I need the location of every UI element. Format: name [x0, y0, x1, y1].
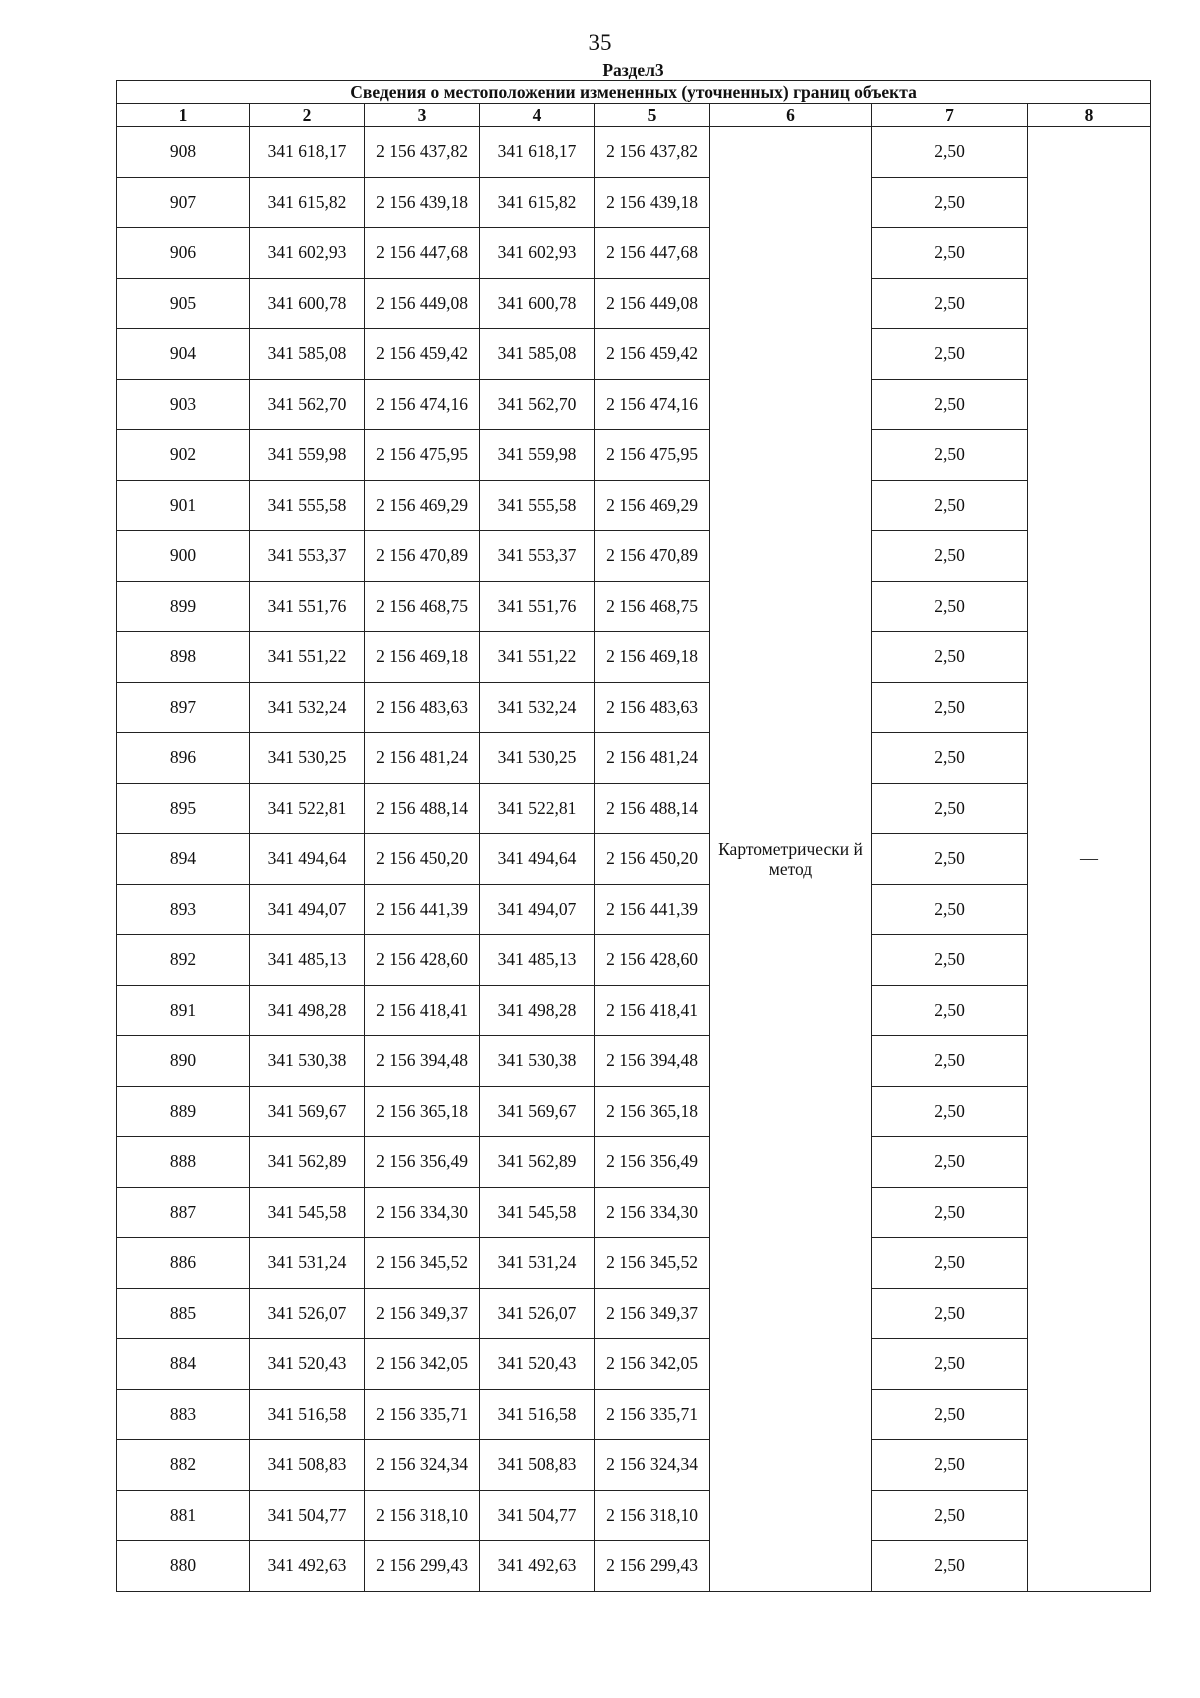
accuracy-cell: 2,50 [872, 1490, 1028, 1541]
column-number-7: 7 [872, 104, 1028, 127]
point-number-cell: 890 [117, 1036, 250, 1087]
accuracy-cell: 2,50 [872, 480, 1028, 531]
point-number-cell: 903 [117, 379, 250, 430]
y-old-cell: 2 156 428,60 [365, 935, 480, 986]
table-row [117, 430, 1151, 481]
x-new-cell: 341 526,07 [480, 1288, 595, 1339]
accuracy-cell: 2,50 [872, 228, 1028, 279]
y-old-cell: 2 156 335,71 [365, 1389, 480, 1440]
y-new-cell: 2 156 356,49 [595, 1137, 710, 1188]
column8-cell: — [1028, 127, 1151, 1592]
accuracy-cell: 2,50 [872, 985, 1028, 1036]
point-number-cell: 880 [117, 1541, 250, 1592]
table-row [117, 783, 1151, 834]
table-row [117, 531, 1151, 582]
accuracy-cell: 2,50 [872, 1389, 1028, 1440]
table-row [117, 581, 1151, 632]
x-new-cell: 341 615,82 [480, 177, 595, 228]
x-old-cell: 341 553,37 [250, 531, 365, 582]
accuracy-cell: 2,50 [872, 935, 1028, 986]
point-number-cell: 896 [117, 733, 250, 784]
x-old-cell: 341 551,22 [250, 632, 365, 683]
y-old-cell: 2 156 483,63 [365, 682, 480, 733]
x-old-cell: 341 559,98 [250, 430, 365, 481]
y-old-cell: 2 156 468,75 [365, 581, 480, 632]
table-row [117, 1288, 1151, 1339]
page-number: 35 [588, 30, 612, 55]
point-number-cell: 897 [117, 682, 250, 733]
y-new-cell: 2 156 365,18 [595, 1086, 710, 1137]
accuracy-cell: 2,50 [872, 278, 1028, 329]
y-new-cell: 2 156 469,18 [595, 632, 710, 683]
point-number-cell: 908 [117, 127, 250, 178]
point-number-cell: 899 [117, 581, 250, 632]
x-new-cell: 341 498,28 [480, 985, 595, 1036]
y-old-cell: 2 156 437,82 [365, 127, 480, 178]
column-number-3: 3 [365, 104, 480, 127]
x-new-cell: 341 585,08 [480, 329, 595, 380]
accuracy-cell: 2,50 [872, 581, 1028, 632]
y-old-cell: 2 156 450,20 [365, 834, 480, 885]
y-new-cell: 2 156 439,18 [595, 177, 710, 228]
column-number-5: 5 [595, 104, 710, 127]
x-new-cell: 341 532,24 [480, 682, 595, 733]
y-new-cell: 2 156 469,29 [595, 480, 710, 531]
y-old-cell: 2 156 299,43 [365, 1541, 480, 1592]
point-number-cell: 906 [117, 228, 250, 279]
x-old-cell: 341 545,58 [250, 1187, 365, 1238]
point-number-cell: 902 [117, 430, 250, 481]
accuracy-cell: 2,50 [872, 733, 1028, 784]
table-row [117, 1440, 1151, 1491]
y-old-cell: 2 156 318,10 [365, 1490, 480, 1541]
x-new-cell: 341 551,76 [480, 581, 595, 632]
point-number-cell: 887 [117, 1187, 250, 1238]
y-old-cell: 2 156 356,49 [365, 1137, 480, 1188]
x-new-cell: 341 618,17 [480, 127, 595, 178]
table-row [117, 1541, 1151, 1592]
x-old-cell: 341 516,58 [250, 1389, 365, 1440]
table-row [117, 1238, 1151, 1289]
x-new-cell: 341 494,64 [480, 834, 595, 885]
x-new-cell: 341 492,63 [480, 1541, 595, 1592]
accuracy-cell: 2,50 [872, 1440, 1028, 1491]
table-row [117, 1036, 1151, 1087]
x-old-cell: 341 532,24 [250, 682, 365, 733]
table-row [117, 1137, 1151, 1188]
y-old-cell: 2 156 345,52 [365, 1238, 480, 1289]
x-new-cell: 341 562,89 [480, 1137, 595, 1188]
accuracy-cell: 2,50 [872, 682, 1028, 733]
table-row [117, 632, 1151, 683]
point-number-cell: 907 [117, 177, 250, 228]
table-row [117, 1490, 1151, 1541]
point-number-cell: 882 [117, 1440, 250, 1491]
column-number-2: 2 [250, 104, 365, 127]
accuracy-cell: 2,50 [872, 834, 1028, 885]
y-old-cell: 2 156 449,08 [365, 278, 480, 329]
table-row [117, 1187, 1151, 1238]
y-new-cell: 2 156 474,16 [595, 379, 710, 430]
column-number-8: 8 [1028, 104, 1151, 127]
x-old-cell: 341 485,13 [250, 935, 365, 986]
accuracy-cell: 2,50 [872, 884, 1028, 935]
y-old-cell: 2 156 474,16 [365, 379, 480, 430]
table-row [117, 985, 1151, 1036]
x-old-cell: 341 520,43 [250, 1339, 365, 1390]
y-new-cell: 2 156 468,75 [595, 581, 710, 632]
accuracy-cell: 2,50 [872, 1086, 1028, 1137]
accuracy-cell: 2,50 [872, 531, 1028, 582]
y-new-cell: 2 156 450,20 [595, 834, 710, 885]
y-new-cell: 2 156 318,10 [595, 1490, 710, 1541]
accuracy-cell: 2,50 [872, 1339, 1028, 1390]
x-new-cell: 341 522,81 [480, 783, 595, 834]
y-old-cell: 2 156 470,89 [365, 531, 480, 582]
boundary-coordinates-table [116, 80, 1151, 1592]
x-new-cell: 341 562,70 [480, 379, 595, 430]
accuracy-cell: 2,50 [872, 379, 1028, 430]
y-new-cell: 2 156 342,05 [595, 1339, 710, 1390]
y-new-cell: 2 156 299,43 [595, 1541, 710, 1592]
accuracy-cell: 2,50 [872, 1238, 1028, 1289]
y-new-cell: 2 156 335,71 [595, 1389, 710, 1440]
x-new-cell: 341 520,43 [480, 1339, 595, 1390]
table-row [117, 834, 1151, 885]
x-old-cell: 341 600,78 [250, 278, 365, 329]
y-new-cell: 2 156 428,60 [595, 935, 710, 986]
x-old-cell: 341 526,07 [250, 1288, 365, 1339]
point-number-cell: 891 [117, 985, 250, 1036]
y-new-cell: 2 156 394,48 [595, 1036, 710, 1087]
x-old-cell: 341 615,82 [250, 177, 365, 228]
table-row [117, 935, 1151, 986]
y-new-cell: 2 156 349,37 [595, 1288, 710, 1339]
x-old-cell: 341 492,63 [250, 1541, 365, 1592]
column-number-1: 1 [117, 104, 250, 127]
x-new-cell: 341 530,38 [480, 1036, 595, 1087]
x-old-cell: 341 602,93 [250, 228, 365, 279]
y-new-cell: 2 156 334,30 [595, 1187, 710, 1238]
table-row [117, 884, 1151, 935]
x-old-cell: 341 530,38 [250, 1036, 365, 1087]
table-row [117, 278, 1151, 329]
y-old-cell: 2 156 334,30 [365, 1187, 480, 1238]
x-old-cell: 341 498,28 [250, 985, 365, 1036]
x-new-cell: 341 516,58 [480, 1389, 595, 1440]
accuracy-cell: 2,50 [872, 430, 1028, 481]
y-new-cell: 2 156 449,08 [595, 278, 710, 329]
accuracy-cell: 2,50 [872, 1288, 1028, 1339]
y-new-cell: 2 156 441,39 [595, 884, 710, 935]
y-new-cell: 2 156 481,24 [595, 733, 710, 784]
x-new-cell: 341 602,93 [480, 228, 595, 279]
x-old-cell: 341 504,77 [250, 1490, 365, 1541]
section-label: Раздел3 [602, 60, 664, 80]
x-old-cell: 341 530,25 [250, 733, 365, 784]
x-new-cell: 341 600,78 [480, 278, 595, 329]
column-number-6: 6 [710, 104, 872, 127]
y-old-cell: 2 156 394,48 [365, 1036, 480, 1087]
x-old-cell: 341 508,83 [250, 1440, 365, 1491]
accuracy-cell: 2,50 [872, 329, 1028, 380]
point-number-cell: 883 [117, 1389, 250, 1440]
x-new-cell: 341 494,07 [480, 884, 595, 935]
x-new-cell: 341 569,67 [480, 1086, 595, 1137]
y-new-cell: 2 156 483,63 [595, 682, 710, 733]
x-old-cell: 341 494,64 [250, 834, 365, 885]
x-new-cell: 341 559,98 [480, 430, 595, 481]
x-old-cell: 341 562,70 [250, 379, 365, 430]
point-number-cell: 889 [117, 1086, 250, 1137]
y-old-cell: 2 156 447,68 [365, 228, 480, 279]
x-new-cell: 341 553,37 [480, 531, 595, 582]
x-new-cell: 341 531,24 [480, 1238, 595, 1289]
table-row [117, 480, 1151, 531]
y-new-cell: 2 156 488,14 [595, 783, 710, 834]
point-number-cell: 901 [117, 480, 250, 531]
accuracy-cell: 2,50 [872, 127, 1028, 178]
table-row [117, 1339, 1151, 1390]
accuracy-cell: 2,50 [872, 1187, 1028, 1238]
table-row [117, 1389, 1151, 1440]
y-new-cell: 2 156 475,95 [595, 430, 710, 481]
table-row [117, 228, 1151, 279]
accuracy-cell: 2,50 [872, 177, 1028, 228]
y-old-cell: 2 156 469,29 [365, 480, 480, 531]
column-number-4: 4 [480, 104, 595, 127]
y-new-cell: 2 156 418,41 [595, 985, 710, 1036]
point-number-cell: 898 [117, 632, 250, 683]
x-new-cell: 341 555,58 [480, 480, 595, 531]
x-new-cell: 341 545,58 [480, 1187, 595, 1238]
y-old-cell: 2 156 469,18 [365, 632, 480, 683]
y-old-cell: 2 156 365,18 [365, 1086, 480, 1137]
table-row [117, 379, 1151, 430]
x-old-cell: 341 585,08 [250, 329, 365, 380]
y-new-cell: 2 156 447,68 [595, 228, 710, 279]
x-old-cell: 341 618,17 [250, 127, 365, 178]
x-old-cell: 341 562,89 [250, 1137, 365, 1188]
y-old-cell: 2 156 488,14 [365, 783, 480, 834]
accuracy-cell: 2,50 [872, 1137, 1028, 1188]
x-new-cell: 341 504,77 [480, 1490, 595, 1541]
point-number-cell: 884 [117, 1339, 250, 1390]
point-number-cell: 885 [117, 1288, 250, 1339]
y-new-cell: 2 156 470,89 [595, 531, 710, 582]
x-old-cell: 341 551,76 [250, 581, 365, 632]
x-new-cell: 341 530,25 [480, 733, 595, 784]
point-number-cell: 888 [117, 1137, 250, 1188]
table-row [117, 127, 1151, 178]
x-old-cell: 341 531,24 [250, 1238, 365, 1289]
table-body [117, 127, 1151, 1592]
accuracy-cell: 2,50 [872, 1036, 1028, 1087]
y-new-cell: 2 156 345,52 [595, 1238, 710, 1289]
y-new-cell: 2 156 324,34 [595, 1440, 710, 1491]
y-new-cell: 2 156 459,42 [595, 329, 710, 380]
y-old-cell: 2 156 459,42 [365, 329, 480, 380]
x-new-cell: 341 551,22 [480, 632, 595, 683]
y-old-cell: 2 156 324,34 [365, 1440, 480, 1491]
point-number-cell: 893 [117, 884, 250, 935]
table-row [117, 682, 1151, 733]
x-old-cell: 341 555,58 [250, 480, 365, 531]
accuracy-cell: 2,50 [872, 783, 1028, 834]
y-new-cell: 2 156 437,82 [595, 127, 710, 178]
y-old-cell: 2 156 349,37 [365, 1288, 480, 1339]
x-old-cell: 341 569,67 [250, 1086, 365, 1137]
point-number-cell: 895 [117, 783, 250, 834]
point-number-cell: 905 [117, 278, 250, 329]
x-new-cell: 341 508,83 [480, 1440, 595, 1491]
point-number-cell: 892 [117, 935, 250, 986]
accuracy-cell: 2,50 [872, 632, 1028, 683]
y-old-cell: 2 156 439,18 [365, 177, 480, 228]
y-old-cell: 2 156 441,39 [365, 884, 480, 935]
y-old-cell: 2 156 342,05 [365, 1339, 480, 1390]
accuracy-cell: 2,50 [872, 1541, 1028, 1592]
y-old-cell: 2 156 475,95 [365, 430, 480, 481]
column-number-row [117, 104, 1151, 127]
table-row [117, 1086, 1151, 1137]
x-new-cell: 341 485,13 [480, 935, 595, 986]
table-title: Сведения о местоположении измененных (уточненных) границ объекта [117, 81, 1151, 104]
point-number-cell: 886 [117, 1238, 250, 1289]
point-number-cell: 894 [117, 834, 250, 885]
y-old-cell: 2 156 481,24 [365, 733, 480, 784]
table-row [117, 177, 1151, 228]
point-number-cell: 904 [117, 329, 250, 380]
y-old-cell: 2 156 418,41 [365, 985, 480, 1036]
point-number-cell: 900 [117, 531, 250, 582]
x-old-cell: 341 522,81 [250, 783, 365, 834]
table-row [117, 329, 1151, 380]
point-number-cell: 881 [117, 1490, 250, 1541]
method-cell: Картометрически й метод [710, 127, 872, 1592]
x-old-cell: 341 494,07 [250, 884, 365, 935]
table-row [117, 733, 1151, 784]
